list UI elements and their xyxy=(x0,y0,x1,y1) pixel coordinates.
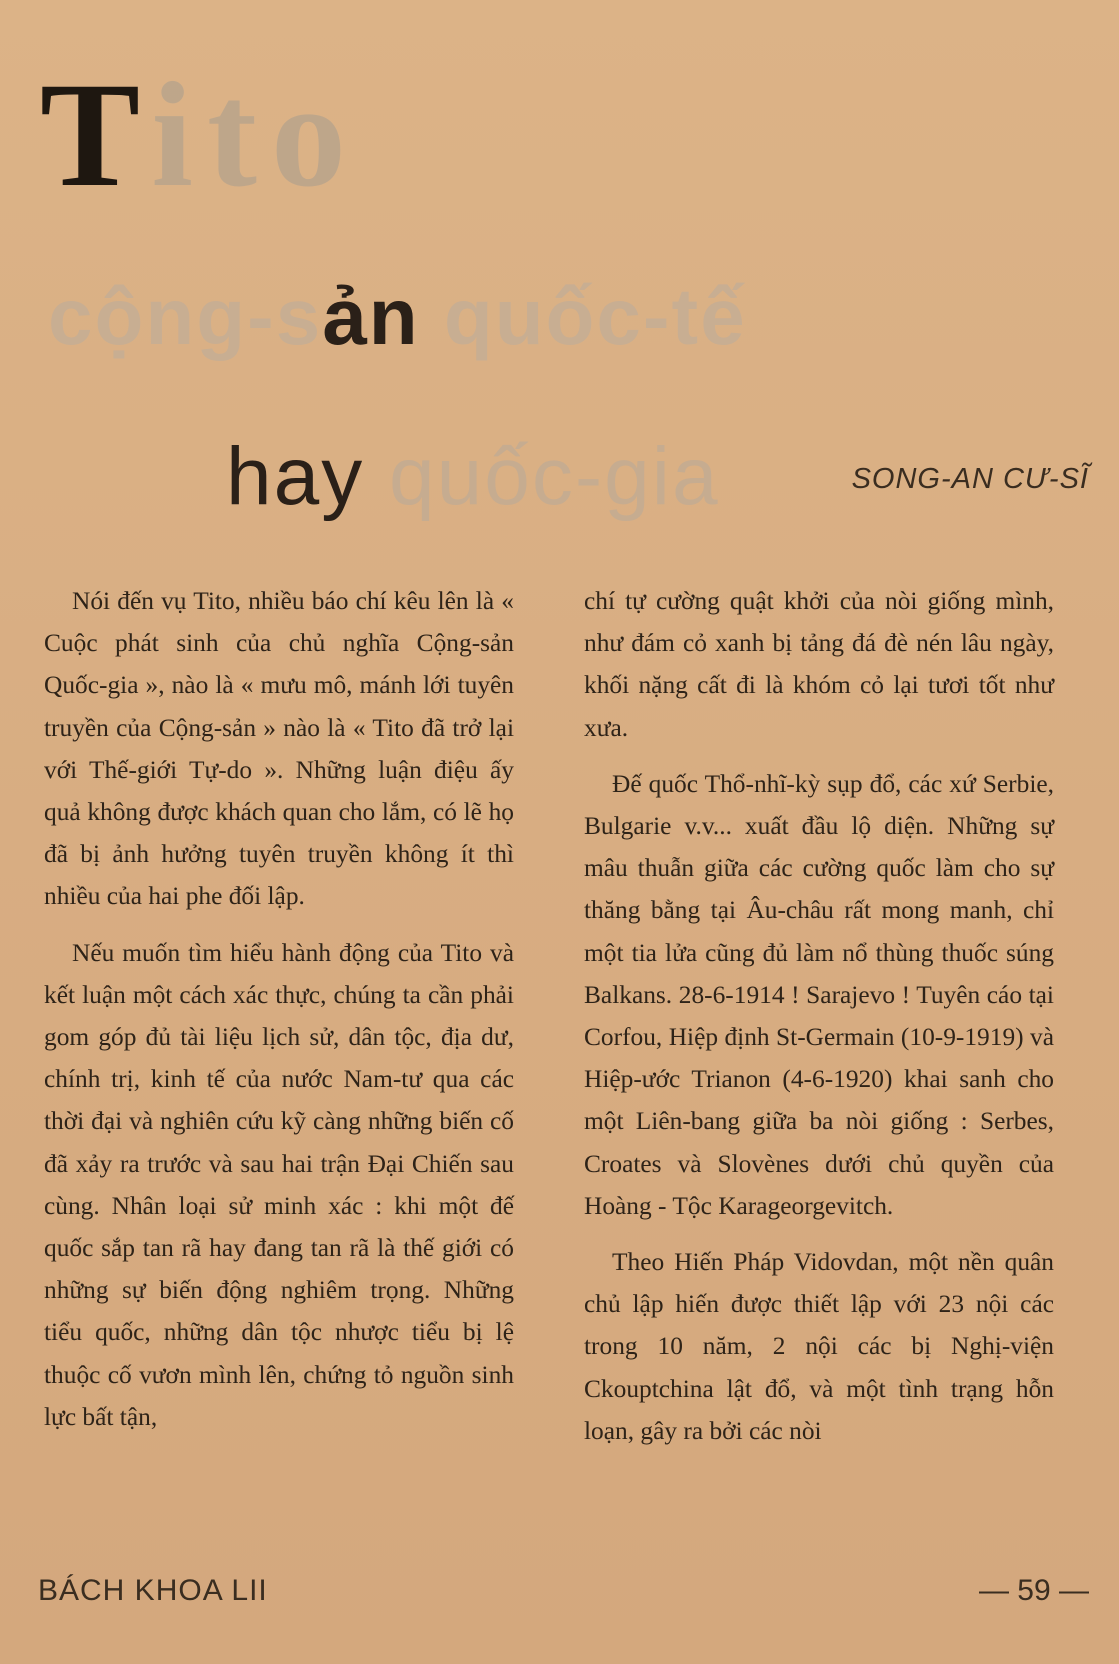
right-column xyxy=(584,580,1054,1466)
right-paragraph-1: chí tự cường quật khởi của nòi giống mình, như đám cỏ xanh bị tảng đá đè nén lâu ngày, khối nặng cất đi là khóm cỏ lại tươi tốt như xưa. xyxy=(584,587,1054,742)
right-paragraph-3: Theo Hiến Pháp Vidovdan, một nền quân chủ lập hiến được thiết lập với 23 nội các trong 10 năm, 2 nội các bị Nghị-viện Ckouptchina lật đổ, và một tình trạng hỗn loạn, gây ra bởi các nòi xyxy=(584,1248,1054,1445)
left-paragraph-2: Nếu muốn tìm hiểu hành động của Tito và kết luận một cách xác thực, chúng ta cần phải gom góp đủ tài liệu lịch sử, dân tộc, địa dư, chính trị, kinh tế của nước Nam-tư qua các thời đại và nghiên cứu kỹ càng những biến cố đã xảy ra trước và sau hai trận Đại Chiến sau cùng. Nhân loại sử minh xác : khi một đế quốc sắp tan rã hay đang tan rã là thế giới có những sự biến động nghiêm trọng. Những tiểu quốc, những dân tộc nhược tiểu bị lệ thuộc cố vươn mình lên, chứng tỏ nguồn sinh lực bất tận, xyxy=(44,938,514,1431)
author-byline: SONG-AN CƯ-SĨ xyxy=(851,463,1089,495)
title-line-3 xyxy=(226,432,720,522)
left-column xyxy=(44,580,514,1452)
title-line-3-faded: quốc-gia xyxy=(364,431,720,522)
magazine-name: BÁCH KHOA LII xyxy=(38,1574,268,1607)
title-rest: ito xyxy=(151,52,360,218)
title-initial: T xyxy=(40,52,152,218)
right-paragraph-2: Đế quốc Thổ-nhĩ-kỳ sụp đổ, các xứ Serbie, Bulgarie v.v... xuất đầu lộ diện. Những sự mâu thuẫn giữa các cường quốc làm cho sự thăng bằng tại Âu-châu rất mong manh, chỉ một tia lửa cũng đủ làm nổ thùng thuốc súng Balkans. 28-6-1914 ! Sarajevo ! Tuyên cáo tại Corfou, Hiệp định St-Germain (10-9-1919) và Hiệp-ước Trianon (4-6-1920) khai sanh cho một Liên-bang giữa ba nòi giống : Serbes, Croates và Slovènes dưới chủ quyền của Hoàng - Tộc Karageorgevitch. xyxy=(584,769,1054,1220)
title-line-2-faded-after: quốc-tế xyxy=(419,272,747,361)
title-line-2 xyxy=(48,272,747,362)
article-title xyxy=(40,52,360,218)
left-paragraph-1: Nói đến vụ Tito, nhiều báo chí kêu lên là « Cuộc phát sinh của chủ nghĩa Cộng-sản Quốc-gia », nào là « mưu mô, mánh lới tuyên truyền của Cộng-sản » nào là « Tito đã trở lại với Thế-giới Tự-do ». Những luận điệu ấy quả không được khách quan cho lắm, có lẽ họ đã bị ảnh hưởng tuyên truyền không ít thì nhiều của hai phe đối lập. xyxy=(44,587,514,911)
title-line-2-dark: ản xyxy=(322,272,420,361)
title-line-2-faded-before: cộng-s xyxy=(48,272,323,361)
page-number: — 59 — xyxy=(978,1574,1089,1607)
title-line-3-dark: hay xyxy=(226,431,365,522)
